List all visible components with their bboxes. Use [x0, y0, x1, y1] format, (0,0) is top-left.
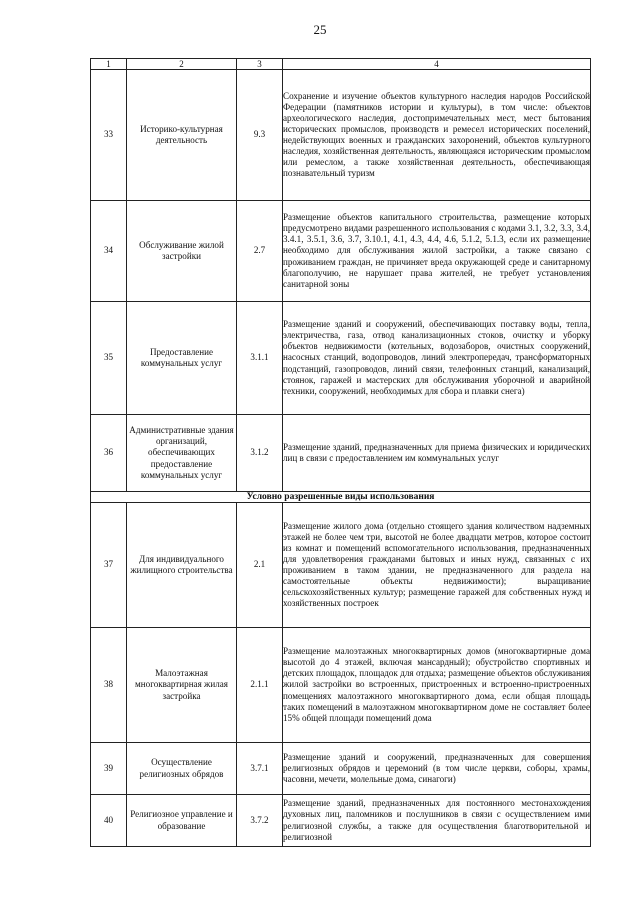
section-heading-row [91, 492, 591, 503]
row-number: 39 [91, 743, 127, 795]
row-description: Размещение зданий и сооружений, обеспечивающих поставку воды, тепла, электричества, газа, отвод канализационных стоков, очистку и уборку объектов недвижимости (котельных, водозаборов, очистных сооружений, насосных станций, водопроводов, линий электропередач, трансформаторных подстанций, газопроводов, линий связи, телефонных станций, канализаций, стоянок, гаражей и мастерских для обслуживания уборочной и аварийной техники, сооружений, необходимых для сбора и плавки снега) [283, 302, 591, 415]
table-row [91, 302, 591, 415]
section-title: Условно разрешенные виды использования [91, 492, 591, 503]
header-col-4: 4 [283, 59, 591, 70]
table-row [91, 628, 591, 743]
table-row [91, 70, 591, 201]
table-row [91, 415, 591, 492]
table-row [91, 201, 591, 302]
row-use-code: 2.7 [237, 201, 283, 302]
header-col-2: 2 [127, 59, 237, 70]
page-number: 25 [313, 22, 327, 37]
row-use-code: 3.1.1 [237, 302, 283, 415]
row-use-code: 3.1.2 [237, 415, 283, 492]
table-row [91, 743, 591, 795]
row-use-name: Историко-культурная деятельность [127, 70, 237, 201]
row-description: Размещение зданий, предназначенных для постоянного местонахождения духовных лиц, паломников и послушников в связи с осуществлением ими религиозной службы, а также для осуществления благотворительной и религиозной [283, 795, 591, 847]
row-use-code: 3.7.1 [237, 743, 283, 795]
row-description: Размещение жилого дома (отдельно стоящего здания количеством надземных этажей не более чем три, высотой не более двадцати метров, которое состоит из комнат и помещений вспомогательного использования, предназначенных для удовлетворения гражданами бытовых и иных нужд, связанных с их проживанием в таком здании, не предназначенного для раздела на самостоятельные объекты недвижимости); выращивание сельскохозяйственных культур; размещение гаражей для собственных нужд и хозяйственных построек [283, 503, 591, 628]
row-use-name: Для индивидуального жилищного строительства [127, 503, 237, 628]
row-use-code: 9.3 [237, 70, 283, 201]
row-use-name: Осуществление религиозных обрядов [127, 743, 237, 795]
row-use-name: Административные здания организаций, обеспечивающих предоставление коммунальных услуг [127, 415, 237, 492]
row-description: Сохранение и изучение объектов культурного наследия народов Российской Федерации (памятников истории и культуры), в том числе: объектов археологического наследия, достопримечательных мест, мест бытования исторических промыслов, производств и ремесел исторических поселений, недействующих военных и гражданских захоронений, объектов культурного наследия, хозяйственная деятельность, являющаяся историческим промыслом или ремеслом, а также хозяйственная деятельность, обеспечивающая познавательный туризм [283, 70, 591, 201]
row-use-name: Обслуживание жилой застройки [127, 201, 237, 302]
header-col-3: 3 [237, 59, 283, 70]
row-number: 35 [91, 302, 127, 415]
row-use-name: Предоставление коммунальных услуг [127, 302, 237, 415]
row-description: Размещение малоэтажных многоквартирных домов (многоквартирные дома высотой до 4 этажей, включая мансардный); обустройство спортивных и детских площадок, площадок для отдыха; размещение объектов обслуживания жилой застройки во встроенных, пристроенных и встроенно-пристроенных помещениях малоэтажного многоквартирного дома, если общая площадь таких помещений в малоэтажном многоквартирном доме не составляет более 15% общей площади помещений дома [283, 628, 591, 743]
row-description: Размещение зданий и сооружений, предназначенных для совершения религиозных обрядов и церемоний (в том числе церкви, соборы, храмы, часовни, мечети, молельные дома, синагоги) [283, 743, 591, 795]
row-use-code: 3.7.2 [237, 795, 283, 847]
row-description: Размещение объектов капитального строительства, размещение которых предусмотрено видами разрешенного использования с кодами 3.1, 3.2, 3.3, 3.4, 3.4.1, 3.5.1, 3.6, 3.7, 3.10.1, 4.1, 4.3, 4.4, 4.6, 5.1.2, 5.1.3, если их размещение необходимо для обслуживания жилой застройки, а также связано с проживанием граждан, не причиняет вреда окружающей среде и санитарному благополучию, не нарушает права жителей, не требует установления санитарной зоны [283, 201, 591, 302]
header-col-1: 1 [91, 59, 127, 70]
row-use-code: 2.1 [237, 503, 283, 628]
row-number: 37 [91, 503, 127, 628]
table-row [91, 795, 591, 847]
row-number: 33 [91, 70, 127, 201]
row-number: 40 [91, 795, 127, 847]
row-use-name: Религиозное управление и образование [127, 795, 237, 847]
row-number: 34 [91, 201, 127, 302]
row-use-code: 2.1.1 [237, 628, 283, 743]
row-description: Размещение зданий, предназначенных для приема физических и юридических лиц в связи с предоставлением им коммунальных услуг [283, 415, 591, 492]
land-use-table [90, 58, 591, 847]
table-row [91, 503, 591, 628]
row-number: 36 [91, 415, 127, 492]
table-header-row [91, 59, 591, 70]
row-use-name: Малоэтажная многоквартирная жилая застройка [127, 628, 237, 743]
row-number: 38 [91, 628, 127, 743]
